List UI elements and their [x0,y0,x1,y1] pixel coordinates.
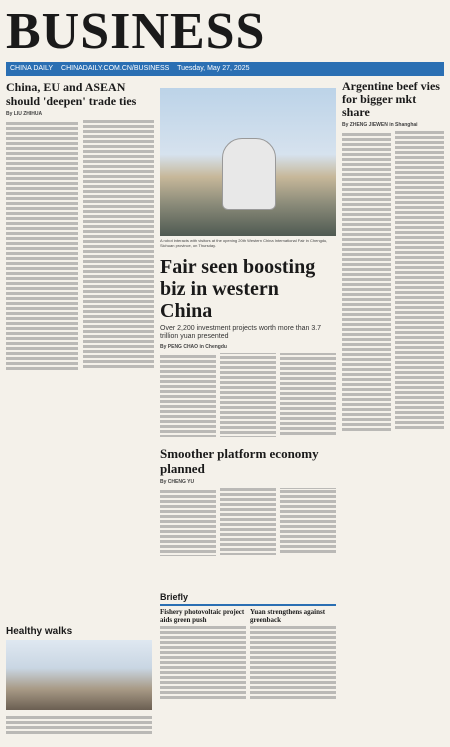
lead-subhead: Over 2,200 investment projects worth more than 3.7 trillion yuan presented [160,325,322,340]
strip-url[interactable]: CHINADAILY.COM.CN/BUSINESS [61,65,170,72]
brief-1-headline[interactable]: Fishery photovoltaic project aids green push [160,608,245,624]
strip-date: Tuesday, May 27, 2025 [177,65,250,72]
right-body [342,131,444,432]
lead-story [160,256,336,440]
left-byline: By LIU ZHIHUA [6,111,43,117]
right-byline: By ZHENG JIEWEN in Shanghai [342,122,418,128]
lead-photo [160,88,336,236]
healthy-walks-section[interactable]: Healthy walks [6,626,73,637]
left-headline[interactable]: China, EU and ASEAN should 'deepen' trade ties [6,80,137,108]
brief-2-headline[interactable]: Yuan strengthens against greenback [250,608,326,624]
left-body [6,120,154,371]
section-title: BUSINESS [6,3,266,60]
left-story [6,80,154,625]
strip-paper: CHINA DAILY [10,65,54,72]
brief-item-2 [250,608,336,742]
lead-photo-caption: A robot interacts with visitors at the opening 20th Western China International Fair in Chengdu, Sichuan province, on Thursday. [160,238,328,248]
mid-byline: By CHENG YU [160,479,195,485]
mid-headline[interactable]: Smoother platform economy planned [160,446,319,476]
brief-item-1 [160,608,246,742]
lead-body [160,353,336,437]
healthy-walks-photo [6,640,152,710]
masthead-strip [6,62,444,76]
right-headline[interactable]: Argentine beef vies for bigger mkt share [342,80,440,119]
briefly-section[interactable]: Briefly [160,592,336,606]
mid-body [160,488,336,555]
lead-headline[interactable]: Fair seen boosting biz in western China [160,256,316,322]
masthead [6,2,444,76]
right-story [342,80,444,740]
mid-story [160,446,336,586]
lead-byline: By PENG CHAO in Chengdu [160,344,227,350]
robot-figure [222,138,276,210]
healthy-caption [6,714,152,742]
